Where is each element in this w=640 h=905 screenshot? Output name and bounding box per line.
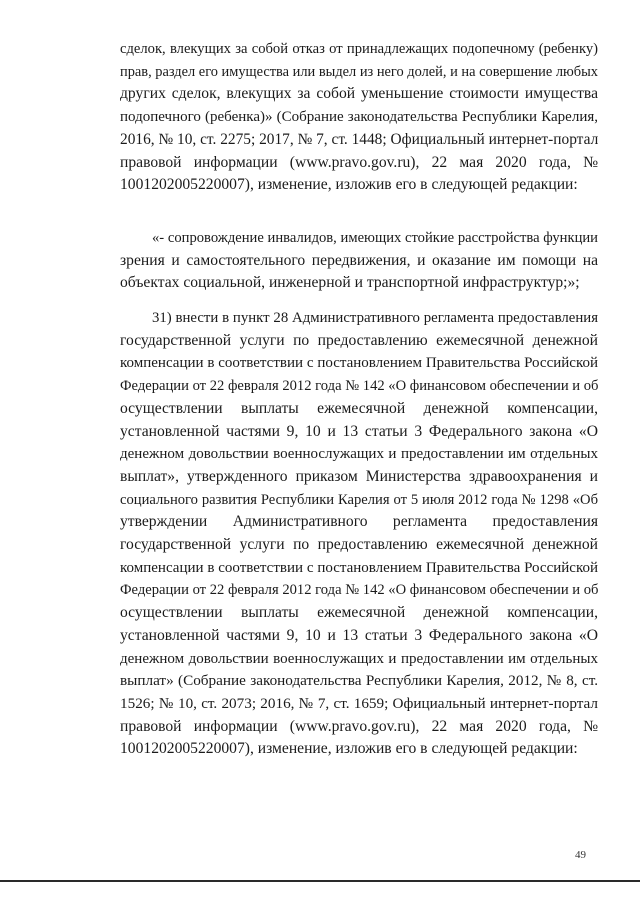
text-line: 1001202005220007), изменение, изложив его в следующей редакции: bbox=[120, 740, 578, 758]
text-line: денежном довольствии военнослужащих и предоставлении им отдельных bbox=[120, 446, 598, 463]
text-line: осуществлении выплаты ежемесячной денежной компенсации, bbox=[120, 604, 598, 622]
text-line: 31) внести в пункт 28 Административного регламента предоставления bbox=[152, 310, 598, 326]
paragraph-2 bbox=[120, 227, 598, 295]
text-line: государственной услуги по предоставлению ежемесячной денежной bbox=[120, 331, 598, 349]
text-line: выплат» (Собрание законодательства Республики Карелия, 2012, № 8, ст. bbox=[120, 672, 598, 690]
text-line: утверждении Административного регламента предоставления bbox=[120, 513, 598, 531]
text-line: 1526; № 10, ст. 2073; 2016, № 7, ст. 1659; Официальный интернет-портал bbox=[120, 694, 598, 712]
text-line: социального развития Республики Карелия от 5 июля 2012 года № 1298 «Об bbox=[120, 491, 598, 508]
text-line: компенсации в соответствии с постановлением Правительства Российской bbox=[120, 355, 598, 372]
text-line: осуществлении выплаты ежемесячной денежной компенсации, bbox=[120, 399, 598, 417]
text-line: выплат», утвержденного приказом Министерства здравоохранения и bbox=[120, 467, 598, 485]
text-line: денежном довольствии военнослужащих и предоставлении им отдельных bbox=[120, 650, 598, 667]
text-line: Федерации от 22 февраля 2012 года № 142 «О финансовом обеспечении и об bbox=[120, 378, 599, 395]
text-line: правовой информации (www.pravo.gov.ru), 22 мая 2020 года, № bbox=[120, 717, 598, 735]
text-line: Федерации от 22 февраля 2012 года № 142 «О финансовом обеспечении и об bbox=[120, 582, 599, 599]
text-line: 1001202005220007), изменение, изложив его в следующей редакции: bbox=[120, 176, 578, 194]
text-line: компенсации в соответствии с постановлением Правительства Российской bbox=[120, 559, 598, 576]
text-line: сделок, влекущих за собой отказ от принадлежащих подопечному (ребенку) bbox=[120, 41, 598, 57]
paragraph-1 bbox=[120, 38, 598, 197]
text-line: установленной частями 9, 10 и 13 статьи 3 Федерального закона «О bbox=[120, 626, 598, 644]
text-line: прав, раздел его имущества или выдел из него долей, и на совершение любых bbox=[120, 63, 598, 80]
text-line: установленной частями 9, 10 и 13 статьи 3 Федерального закона «О bbox=[120, 422, 598, 440]
text-line: 2016, № 10, ст. 2275; 2017, № 7, ст. 1448; Официальный интернет-портал bbox=[120, 130, 599, 148]
text-line: «- сопровождение инвалидов, имеющих стойкие расстройства функции bbox=[152, 230, 598, 246]
footer-divider bbox=[0, 880, 640, 882]
text-line: государственной услуги по предоставлению ежемесячной денежной bbox=[120, 536, 598, 554]
text-line: правовой информации (www.pravo.gov.ru), 22 мая 2020 года, № bbox=[120, 153, 598, 171]
text-line: зрения и самостоятельного передвижения, и оказание им помощи на bbox=[120, 251, 598, 269]
text-line: других сделок, влекущих за собой уменьшение стоимости имущества bbox=[120, 85, 598, 103]
page-number: 49 bbox=[575, 849, 586, 861]
text-line: подопечного (ребенка)» (Собрание законодательства Республики Карелия, bbox=[120, 109, 598, 126]
text-line: объектах социальной, инженерной и транспортной инфраструктур;»; bbox=[120, 274, 580, 292]
paragraph-3 bbox=[120, 307, 598, 761]
